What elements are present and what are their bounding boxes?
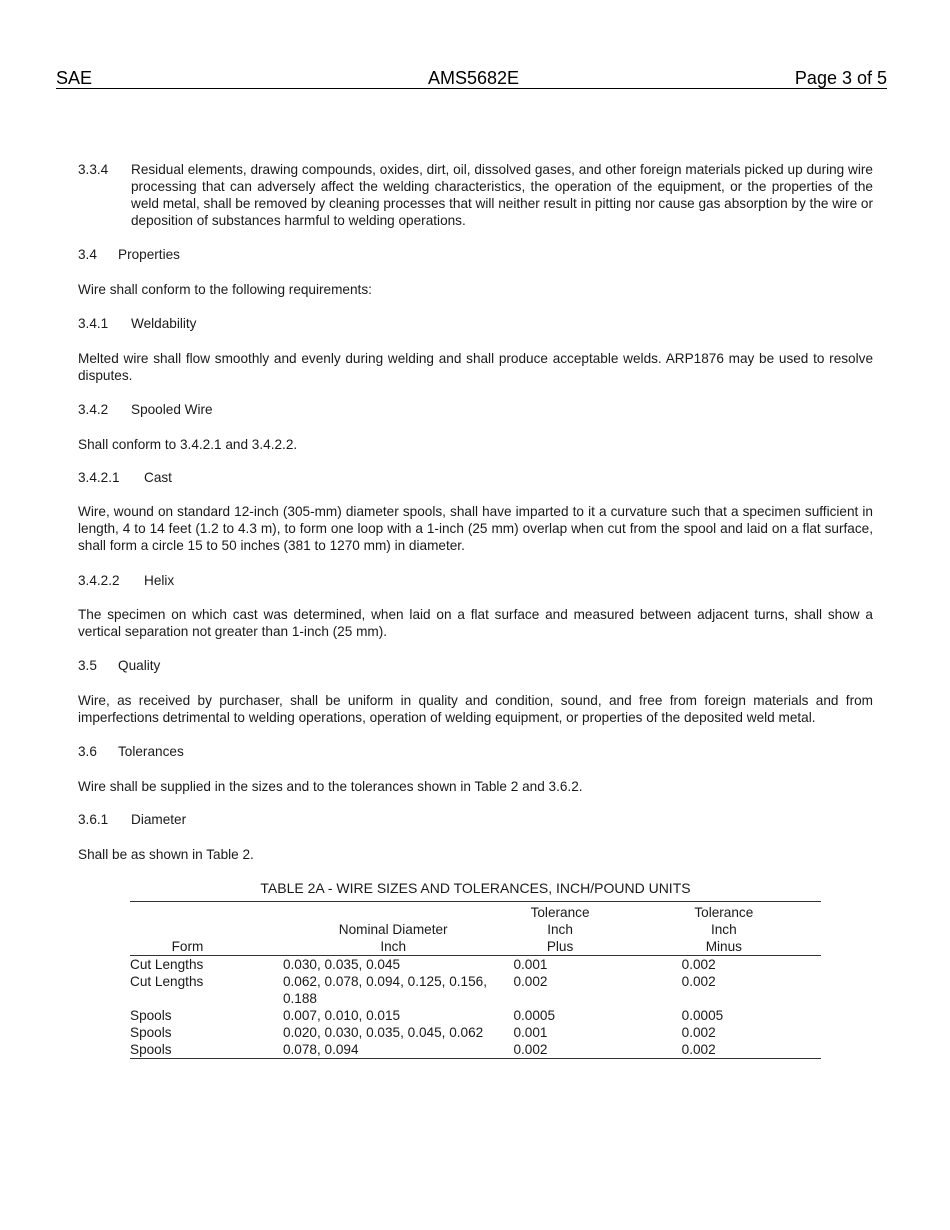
cell-tolerance-plus: 0.0005 [513,1008,556,1023]
cell-tolerance-plus: 0.002 [513,974,548,989]
table-row [130,1007,821,1024]
section-title: Properties [118,247,180,262]
table-header-row [130,902,821,956]
section-title: Quality [118,658,161,673]
cell-diameter: 0.007, 0.010, 0.015 [282,1008,401,1023]
cell-tolerance-minus: 0.002 [681,957,716,972]
section-3-5-text: Wire, as received by purchaser, shall be uniform in quality and condition, sound, and free from foreign materials and from imperfections detrimental to welding operations, operation of welding equipment, or properties of the deposited weld metal. [78,693,873,725]
cell-tolerance-minus: 0.0005 [681,1008,724,1023]
section-3-6-1-text: Shall be as shown in Table 2. [78,847,254,862]
cell-form: Spools [130,1042,172,1057]
section-3-4-2-text: Shall conform to 3.4.2.1 and 3.4.2.2. [78,437,298,452]
cell-form: Cut Lengths [130,957,204,972]
section-title: Weldability [131,316,197,331]
table-caption: TABLE 2A - WIRE SIZES AND TOLERANCES, INCH/POUND UNITS [260,880,691,896]
table-row [130,1024,821,1041]
section-3-4-2-2-text: The specimen on which cast was determined, when laid on a flat surface and measured between adjacent turns, shall show a vertical separation not greater than 1-inch (25 mm). [78,607,873,639]
section-3-6-text: Wire shall be supplied in the sizes and to the tolerances shown in Table 2 and 3.6.2. [78,779,583,794]
cell-diameter: 0.020, 0.030, 0.035, 0.045, 0.062 [282,1025,484,1040]
cell-diameter: 0.030, 0.035, 0.045 [282,957,401,972]
column-header-tolerance-minus: Tolerance Inch Minus [694,905,754,954]
section-number: 3.6 [78,744,97,759]
cell-tolerance-plus: 0.002 [513,1042,548,1057]
cell-tolerance-minus: 0.002 [681,974,716,989]
header-document-number: AMS5682E [428,68,520,88]
column-header-form: Form [171,939,204,954]
cell-tolerance-minus: 0.002 [681,1042,716,1057]
section-text: Residual elements, drawing compounds, oxides, dirt, oil, dissolved gases, and other foreign materials picked up during wire processing that can adversely affect the welding characteristics, the operation of the equipment, or the properties of the weld metal, shall be removed by cleaning processes that will neither result in pitting nor cause gas absorption by the wire or deposition of substances harmful to welding operations. [131,162,874,228]
cell-form: Spools [130,1008,172,1023]
section-number: 3.4.2 [78,402,109,417]
section-number: 3.3.4 [78,162,109,177]
section-title: Spooled Wire [131,402,213,417]
section-number: 3.5 [78,658,97,673]
section-title: Cast [144,470,172,485]
section-number: 3.4.2.2 [78,573,120,588]
section-3-3-4 [78,161,873,229]
wire-sizes-table [130,901,821,1059]
table-row [130,973,821,1007]
cell-tolerance-minus: 0.002 [681,1025,716,1040]
cell-diameter: 0.078, 0.094 [282,1042,359,1057]
header-organization: SAE [56,68,93,88]
section-3-4-2-1-text: Wire, wound on standard 12-inch (305-mm) diameter spools, shall have imparted to it a curvature such that a specimen sufficient in length, 4 to 14 feet (1.2 to 4.3 m), to form one loop with a 1-inch (25 mm) overlap when cut from the spool and laid on a flat surface, shall form a circle 15 to 50 inches (381 to 1270 mm) in diameter. [78,504,873,553]
column-header-nominal-diameter: Nominal Diameter Inch [338,922,448,954]
table-row [130,956,821,974]
cell-tolerance-plus: 0.001 [513,1025,548,1040]
section-number: 3.4.1 [78,316,109,331]
cell-tolerance-plus: 0.001 [513,957,548,972]
header-page-number: Page 3 of 5 [794,68,887,88]
section-3-4-text: Wire shall conform to the following requirements: [78,282,372,297]
section-title: Diameter [131,812,187,827]
section-number: 3.6.1 [78,812,109,827]
section-number: 3.4 [78,247,97,262]
table-row [130,1041,821,1059]
page-header [56,68,887,89]
section-3-4-1-text: Melted wire shall flow smoothly and evenly during welding and shall produce acceptable welds. ARP1876 may be used to resolve disputes. [78,351,873,383]
section-title: Tolerances [118,744,184,759]
section-title: Helix [144,573,175,588]
cell-form: Cut Lengths [130,974,204,989]
section-number: 3.4.2.1 [78,470,120,485]
column-header-tolerance-plus: Tolerance Inch Plus [530,905,590,954]
cell-form: Spools [130,1025,172,1040]
cell-diameter: 0.062, 0.078, 0.094, 0.125, 0.156, 0.188 [282,974,488,1006]
